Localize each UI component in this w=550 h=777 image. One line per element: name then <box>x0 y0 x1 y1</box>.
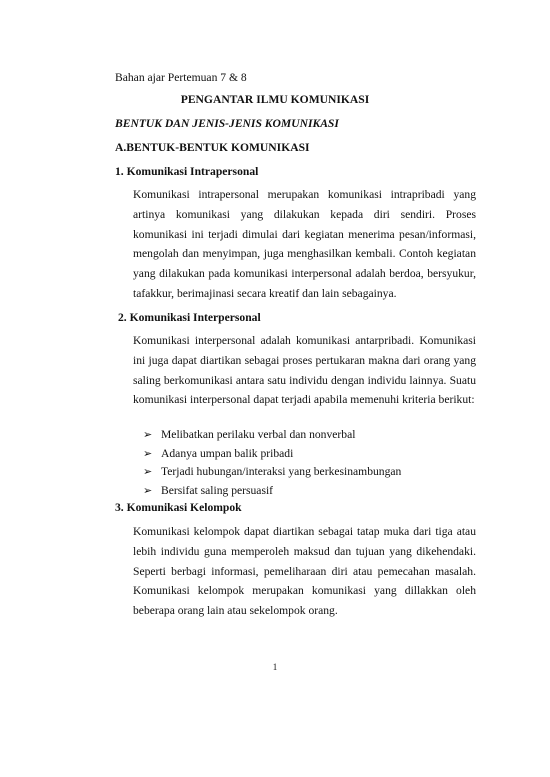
list-item: ➢ Adanya umpan balik pribadi <box>143 445 401 464</box>
section-2-heading: 2. Komunikasi Interpersonal <box>118 311 261 324</box>
arrow-bullet-icon: ➢ <box>143 447 153 460</box>
page-number: 1 <box>272 662 278 672</box>
section-a-heading: A.BENTUK-BENTUK KOMUNIKASI <box>115 141 310 154</box>
section-2-text: Komunikasi interpersonal adalah komunikasi antarpribadi. Komunikasi ini juga dapat diartikan sebagai proses pertukaran makna dari orang yang saling berkomunikasi antara satu individu dengan individu lainnya. Suatu komunikasi interpersonal dapat terjadi apabila memenuhi kriteria berikut: <box>133 334 476 407</box>
header-note: Bahan ajar Pertemuan 7 & 8 <box>115 71 247 84</box>
arrow-bullet-icon: ➢ <box>143 484 153 497</box>
list-item: ➢ Melibatkan perilaku verbal dan nonverbal <box>143 426 401 445</box>
section-1-heading: 1. Komunikasi Intrapersonal <box>115 165 259 178</box>
section-3-heading: 3. Komunikasi Kelompok <box>115 501 242 514</box>
list-item: ➢ Bersifat saling persuasif <box>143 482 401 501</box>
section-3-text: Komunikasi kelompok dapat diartikan sebagai tatap muka dari tiga atau lebih individu guna memperoleh maksud dan tujuan yang dikehendaki. Seperti berbagi informasi, pemeliharaan diri atau pemecahan masalah. Komunikasi kelompok merupakan komunikasi yang dillakkan oleh beberapa orang lain atau sekelompok orang. <box>133 525 476 618</box>
section-1-text: Komunikasi intrapersonal merupakan komunikasi intrapribadi yang artinya komunikasi yang dilakukan kepada diri sendiri. Proses komunikasi ini terjadi dimulai dari kegiatan menerima pesan/informasi, mengolah dan menyimpan, juga menghasilkan kembali. Contoh kegiatan yang dilakukan pada komunikasi interpersonal adalah berdoa, bersyukur, tafakkur, berimajinasi secara kreatif dan lain sebagainya. <box>133 188 476 300</box>
chapter-title: BENTUK DAN JENIS-JENIS KOMUNIKASI <box>115 117 339 130</box>
list-item: ➢ Terjadi hubungan/interaksi yang berkesinambungan <box>143 463 401 482</box>
arrow-bullet-icon: ➢ <box>143 429 153 441</box>
criteria-list <box>143 426 401 500</box>
arrow-bullet-icon: ➢ <box>143 466 153 478</box>
course-title: PENGANTAR ILMU KOMUNIKASI <box>180 93 370 106</box>
